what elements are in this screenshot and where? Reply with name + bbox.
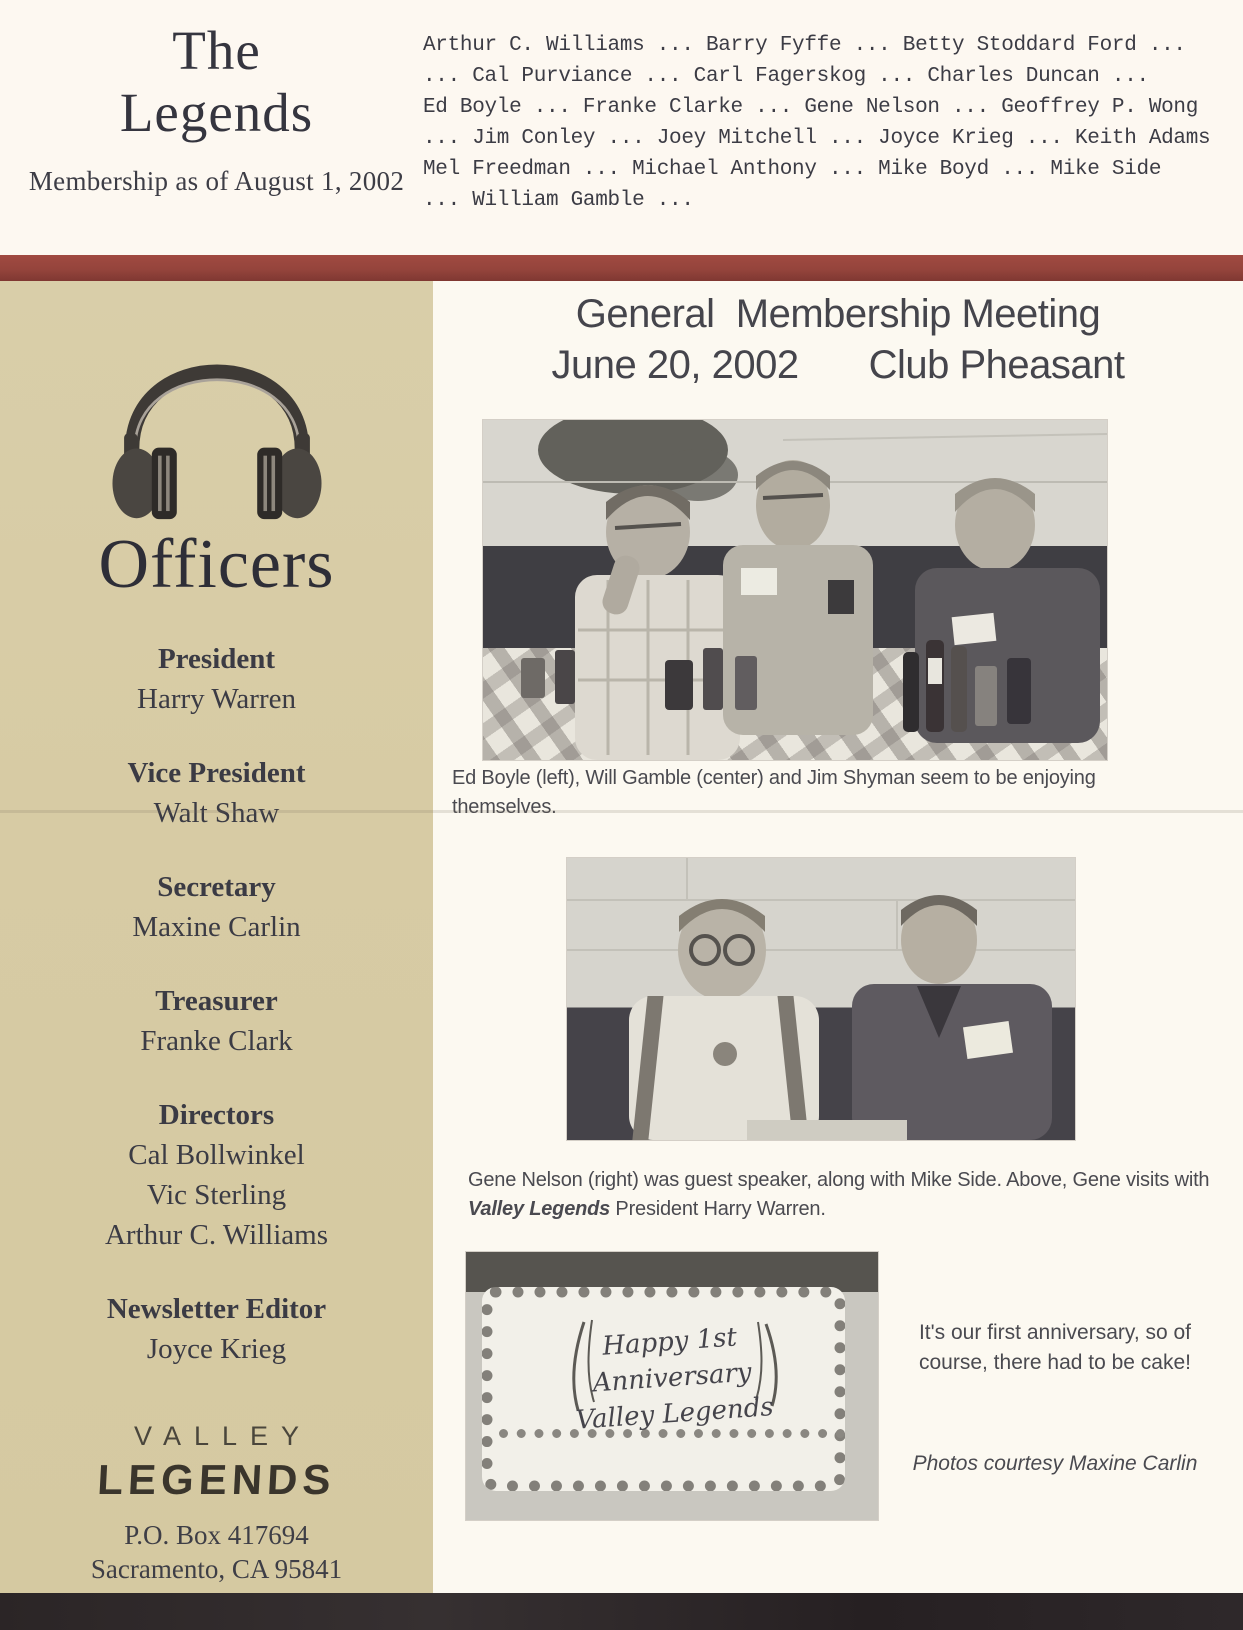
org-logo-legends: LEGENDS — [96, 1456, 337, 1503]
anniversary-note-line: It's our first anniversary, so of — [918, 1321, 1192, 1344]
member-list-line: Mel Freedman ... Michael Anthony ... Mike Boyd ... Mike Side — [423, 158, 1162, 181]
meeting-title-row2 — [433, 343, 1243, 388]
meeting-date: June 20, 2002 — [551, 343, 799, 387]
paper-crease-line — [0, 810, 1243, 813]
photo1-caption: Ed Boyle (left), Will Gamble (center) and Jim Shyman seem to be enjoying themselves. — [452, 767, 1096, 818]
photo2-caption — [468, 1166, 1228, 1224]
officers-sidebar — [0, 281, 433, 1593]
officer-group — [0, 981, 433, 1061]
masthead-title — [0, 0, 433, 144]
officer-title: Treasurer — [155, 985, 278, 1017]
photo2-caption-part1: Gene Nelson (right) was guest speaker, along with Mike Side. Above, Gene visits with — [468, 1169, 1210, 1191]
member-list — [423, 30, 1223, 216]
officer-name: Franke Clark — [140, 1025, 293, 1057]
meeting-title: General Membership Meeting — [575, 292, 1101, 336]
officer-group — [0, 1289, 433, 1369]
photo-credit: Photos courtesy Maxine Carlin — [912, 1452, 1198, 1475]
anniversary-note-line: course, there had to be cake! — [918, 1351, 1191, 1374]
officer-name: Cal Bollwinkel — [128, 1139, 305, 1171]
org-address-line: Sacramento, CA 95841 — [90, 1554, 343, 1584]
officer-name: Vic Sterling — [146, 1179, 287, 1211]
anniversary-note — [900, 1318, 1210, 1378]
officer-name: Joyce Krieg — [146, 1333, 287, 1365]
officer-group — [0, 639, 433, 719]
officers-heading: Officers — [98, 526, 335, 603]
cake-inscription-line: Valley Legends — [574, 1392, 775, 1437]
valley-legends-logo — [0, 1421, 433, 1504]
officer-name: Arthur C. Williams — [104, 1219, 329, 1251]
footer-dark-bar — [0, 1593, 1243, 1630]
officer-title: President — [157, 643, 276, 675]
photo2-caption-part2: President Harry Warren. — [610, 1198, 826, 1220]
masthead-title-line2: Legends — [119, 82, 314, 143]
officer-group — [0, 867, 433, 947]
member-list-line: ... Cal Purviance ... Carl Fagerskog ... Charles Duncan ... — [423, 65, 1149, 88]
officer-name: Maxine Carlin — [132, 911, 301, 943]
cake-inscription-line: Happy 1st — [601, 1322, 738, 1363]
meeting-photo-three-men — [483, 420, 1107, 760]
org-address-line: P.O. Box 417694 — [124, 1520, 309, 1550]
officer-groups — [0, 639, 433, 1369]
masthead-subtitle: Membership as of August 1, 2002 — [28, 166, 405, 196]
valley-legends-emphasis: Valley Legends — [468, 1198, 611, 1220]
red-divider-bar — [0, 255, 1243, 281]
cake-photo — [466, 1252, 878, 1520]
member-list-line: Arthur C. Williams ... Barry Fyffe ... Betty Stoddard Ford ... — [423, 34, 1186, 57]
meeting-photo-two-men — [567, 858, 1075, 1140]
officer-title: Directors — [158, 1099, 275, 1131]
officer-title: Secretary — [157, 871, 276, 903]
cake-inscription-line: Anniversary — [591, 1357, 753, 1399]
officer-name: Harry Warren — [137, 683, 296, 715]
masthead — [0, 0, 433, 197]
officer-title: Vice President — [127, 757, 306, 789]
org-logo-valley: VALLEY — [133, 1421, 313, 1451]
masthead-title-line1: The — [172, 20, 261, 81]
org-address — [0, 1518, 433, 1586]
member-list-line: ... William Gamble ... — [423, 189, 694, 212]
officer-name: Walt Shaw — [153, 797, 280, 829]
meeting-venue: Club Pheasant — [868, 343, 1125, 387]
headphones-icon — [0, 299, 433, 523]
member-list-line: Ed Boyle ... Franke Clarke ... Gene Nelson ... Geoffrey P. Wong — [423, 96, 1199, 119]
member-list-line: ... Jim Conley ... Joey Mitchell ... Joyce Krieg ... Keith Adams — [423, 127, 1211, 150]
officer-group — [0, 1095, 433, 1255]
officer-group — [0, 753, 433, 833]
officer-title: Newsletter Editor — [106, 1293, 327, 1325]
